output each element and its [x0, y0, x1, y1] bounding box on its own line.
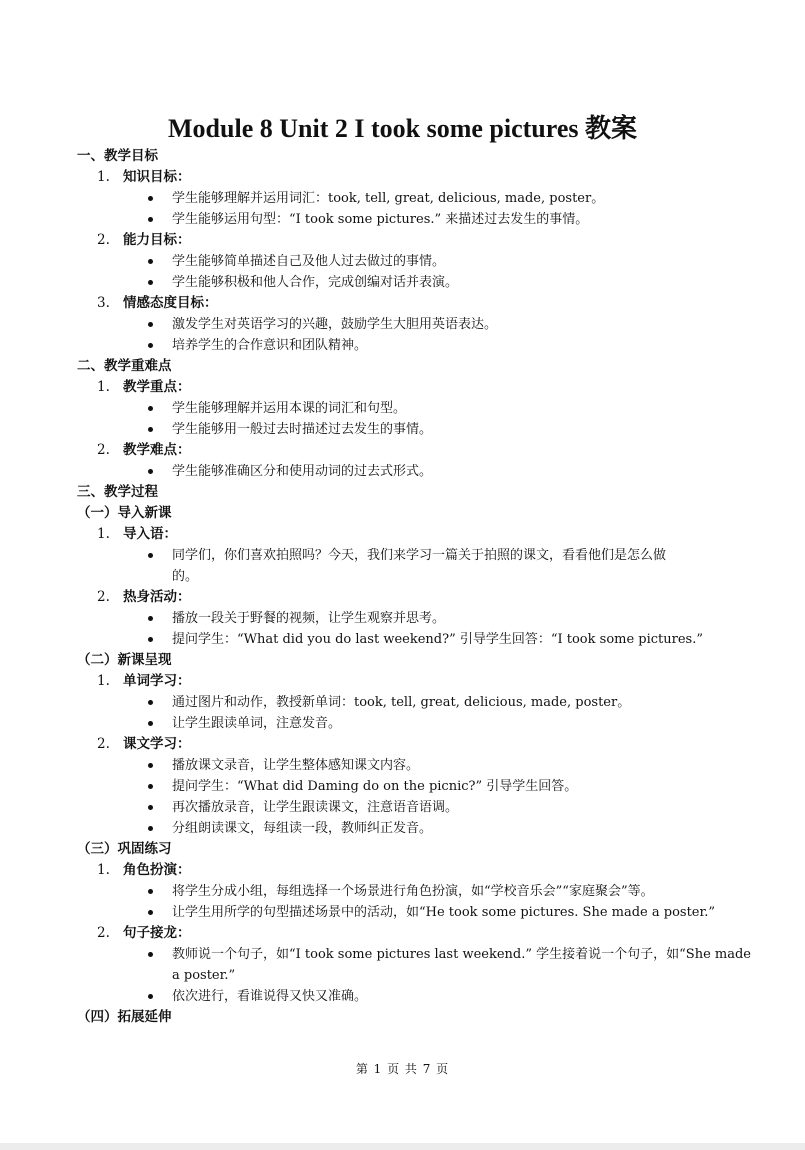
bullet-item: [0, 818, 805, 839]
numbered-item: [0, 734, 805, 755]
bullet-text: 学生能够理解并运用本课的词汇和句型。: [172, 401, 407, 416]
item-number: 1.: [97, 526, 110, 542]
numbered-item: [0, 230, 805, 251]
section-heading: 二、教学重难点: [77, 358, 172, 374]
item-number: 2.: [97, 442, 110, 458]
bullet-item: [0, 902, 805, 923]
bullet-dot-icon: [148, 406, 153, 411]
item-label: 热身活动：: [123, 589, 191, 605]
item-label: 能力目标：: [123, 232, 191, 248]
item-label: 教学重点：: [123, 379, 191, 395]
subsection-heading: （三）巩固练习: [77, 841, 172, 857]
subsection-heading: （一）导入新课: [77, 505, 172, 521]
bullet-text: 提问学生：“What did you do last weekend?” 引导学生回答：“I took some pictures.”: [172, 632, 704, 647]
numbered-item: [0, 293, 805, 314]
bullet-text: 播放课文录音，让学生整体感知课文内容。: [172, 758, 420, 773]
bullet-dot-icon: [148, 805, 153, 810]
numbered-item: [0, 671, 805, 692]
bullet-item: [0, 272, 805, 293]
bullet-item: [0, 545, 805, 566]
bullet-item: [0, 755, 805, 776]
bullet-dot-icon: [148, 217, 153, 222]
page-footer: 第 1 页 共 7 页: [355, 1062, 450, 1076]
bullet-item: [0, 776, 805, 797]
bullet-text: 培养学生的合作意识和团队精神。: [172, 338, 368, 353]
bullet-dot-icon: [148, 952, 153, 957]
numbered-item: [0, 524, 805, 545]
bullet-text: 学生能够用一般过去时描述过去发生的事情。: [172, 422, 433, 437]
bullet-dot-icon: [148, 553, 153, 558]
item-label: 课文学习：: [123, 736, 191, 752]
numbered-item: [0, 923, 805, 944]
bullet-item: [0, 398, 805, 419]
item-number: 2.: [97, 589, 110, 605]
bullet-text: 让学生跟读单词，注意发音。: [172, 716, 342, 731]
bullet-item: [0, 881, 805, 902]
bullet-item: [0, 608, 805, 629]
section-heading: 三、教学过程: [77, 484, 158, 500]
bullet-dot-icon: [148, 700, 153, 705]
bullet-item: [0, 986, 805, 1007]
bullet-dot-icon: [148, 721, 153, 726]
bullet-item: [0, 314, 805, 335]
bullet-item: [0, 188, 805, 209]
bullet-dot-icon: [148, 889, 153, 894]
numbered-item: [0, 440, 805, 461]
item-label: 句子接龙：: [123, 925, 191, 941]
numbered-item: [0, 377, 805, 398]
item-label: 单词学习：: [123, 673, 191, 689]
bullet-item: [0, 629, 805, 650]
item-label: 情感态度目标：: [123, 295, 218, 311]
item-number: 2.: [97, 232, 110, 248]
numbered-item: [0, 167, 805, 188]
bullet-text: 学生能够运用句型：“I took some pictures.” 来描述过去发生的事情。: [172, 212, 589, 227]
bullet-dot-icon: [148, 280, 153, 285]
item-number: 1.: [97, 169, 110, 185]
bullet-dot-icon: [148, 469, 153, 474]
bullet-dot-icon: [148, 322, 153, 327]
bullet-dot-icon: [148, 994, 153, 999]
bullet-text: 将学生分成小组，每组选择一个场景进行角色扮演，如“学校音乐会”“家庭聚会”等。: [172, 884, 654, 899]
bullet-item: [0, 461, 805, 482]
bullet-dot-icon: [148, 637, 153, 642]
bullet-text: 学生能够准确区分和使用动词的过去式形式。: [172, 464, 433, 479]
page-title: Module 8 Unit 2 I took some pictures 教案: [168, 114, 637, 143]
bullet-item: [0, 692, 805, 713]
bullet-text: 同学们，你们喜欢拍照吗？今天，我们来学习一篇关于拍照的课文，看看他们是怎么做: [172, 548, 667, 563]
bullet-text: 播放一段关于野餐的视频，让学生观察并思考。: [172, 611, 446, 626]
item-number: 1.: [97, 379, 110, 395]
bullet-item: [0, 335, 805, 356]
bullet-item: [0, 713, 805, 734]
item-label: 导入语：: [123, 526, 177, 542]
subsection-heading: （二）新课呈现: [77, 652, 172, 668]
bullet-text: 学生能够理解并运用词汇：took, tell, great, delicious, made, poster。: [172, 191, 605, 206]
document-body: [0, 146, 805, 1028]
bullet-text: 激发学生对英语学习的兴趣，鼓励学生大胆用英语表达。: [172, 317, 498, 332]
bullet-text: 让学生用所学的句型描述场景中的活动，如“He took some pictures. She made a poster.”: [172, 905, 716, 920]
item-label: 教学难点：: [123, 442, 191, 458]
item-number: 1.: [97, 673, 110, 689]
bullet-item: [0, 209, 805, 230]
bullet-dot-icon: [148, 763, 153, 768]
bullet-text: 学生能够简单描述自己及他人过去做过的事情。: [172, 254, 446, 269]
bullet-item: [0, 944, 805, 965]
item-label: 知识目标：: [123, 169, 191, 185]
bullet-continuation: 的。: [172, 569, 199, 584]
item-number: 3.: [97, 295, 110, 311]
item-label: 角色扮演：: [123, 862, 191, 878]
bullet-text: 分组朗读课文，每组读一段，教师纠正发音。: [172, 821, 433, 836]
bullet-dot-icon: [148, 343, 153, 348]
bullet-dot-icon: [148, 826, 153, 831]
bullet-item: [0, 419, 805, 440]
item-number: 1.: [97, 862, 110, 878]
bullet-item: [0, 251, 805, 272]
numbered-item: [0, 587, 805, 608]
bullet-dot-icon: [148, 616, 153, 621]
subsection-heading: （四）拓展延伸: [77, 1009, 172, 1025]
bullet-dot-icon: [148, 259, 153, 264]
bullet-item: [0, 797, 805, 818]
bullet-text: 学生能够积极和他人合作，完成创编对话并表演。: [172, 275, 459, 290]
bullet-text: 通过图片和动作，教授新单词：took, tell, great, delicious, made, poster。: [172, 695, 631, 710]
item-number: 2.: [97, 925, 110, 941]
bullet-text: 依次进行，看谁说得又快又准确。: [172, 989, 368, 1004]
bullet-continuation: a poster.”: [172, 968, 236, 983]
bullet-text: 教师说一个句子，如“I took some pictures last weekend.” 学生接着说一个句子，如“She made: [172, 947, 751, 962]
bullet-dot-icon: [148, 784, 153, 789]
page-bottom-edge: [0, 1143, 805, 1150]
numbered-item: [0, 860, 805, 881]
bullet-dot-icon: [148, 427, 153, 432]
bullet-text: 提问学生：“What did Daming do on the picnic?” 引导学生回答。: [172, 779, 578, 794]
item-number: 2.: [97, 736, 110, 752]
section-heading: 一、教学目标: [77, 148, 158, 164]
bullet-text: 再次播放录音，让学生跟读课文，注意语音语调。: [172, 800, 459, 815]
bullet-dot-icon: [148, 196, 153, 201]
bullet-dot-icon: [148, 910, 153, 915]
